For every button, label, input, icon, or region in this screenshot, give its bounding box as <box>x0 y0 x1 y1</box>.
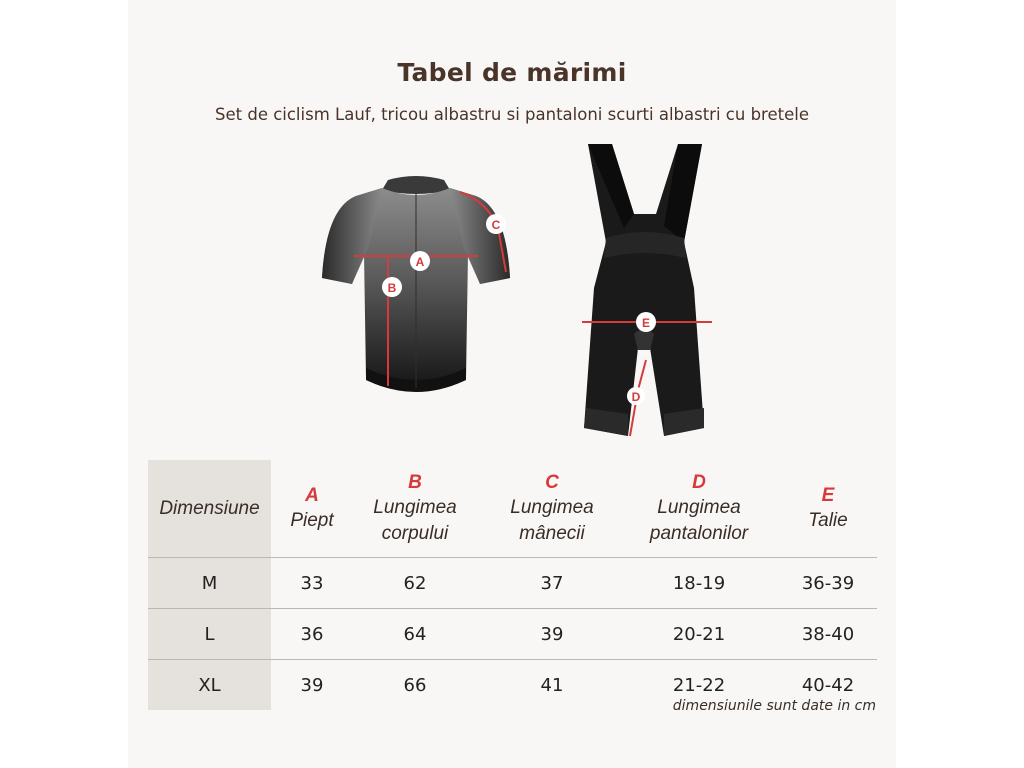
cell-sleeve-length: 41 <box>540 674 564 696</box>
table-row <box>148 609 877 660</box>
table-row <box>148 558 877 609</box>
size-chart-sheet <box>128 0 896 768</box>
cell-body-length: 64 <box>403 623 427 645</box>
svg-text:A: A <box>415 255 425 269</box>
marker-c <box>486 214 506 234</box>
cell-chest: 36 <box>300 623 324 645</box>
page-title: Tabel de mărimi <box>397 58 627 87</box>
header-sleeve-length: C Lungimea mânecii <box>510 471 594 544</box>
cell-chest: 39 <box>300 674 324 696</box>
cell-sleeve-length: 39 <box>540 623 564 645</box>
units-note: dimensiunile sunt date in cm <box>672 698 876 714</box>
bib-shorts-illustration <box>572 138 718 440</box>
cell-waist: 36-39 <box>801 572 855 594</box>
marker-b <box>382 277 402 297</box>
marker-e <box>636 312 656 332</box>
size-label: L <box>204 623 215 645</box>
size-label: XL <box>198 674 221 696</box>
cell-shorts-length: 20-21 <box>672 623 726 645</box>
cell-chest: 33 <box>300 572 324 594</box>
svg-text:B: B <box>387 281 397 295</box>
header-body-length: B Lungimea corpului <box>373 471 457 544</box>
page-subtitle: Set de ciclism Lauf, tricou albastru si pantaloni scurti albastri cu bretele <box>215 105 809 124</box>
header-dimension: Dimensiune <box>159 497 260 519</box>
cell-body-length: 66 <box>403 674 427 696</box>
table-header-row <box>148 460 877 558</box>
svg-text:E: E <box>641 316 651 330</box>
cell-body-length: 62 <box>403 572 427 594</box>
svg-text:D: D <box>631 390 641 404</box>
cell-sleeve-length: 37 <box>540 572 564 594</box>
cell-shorts-length: 21-22 <box>672 674 726 696</box>
svg-text:C: C <box>491 218 501 232</box>
marker-d <box>627 387 645 405</box>
marker-a <box>410 251 430 271</box>
jersey-illustration <box>316 168 516 408</box>
size-label: M <box>201 572 218 594</box>
cell-waist: 40-42 <box>801 674 855 696</box>
header-waist: E Talie <box>808 484 848 531</box>
header-chest: A Piept <box>290 484 334 531</box>
header-shorts-length: D Lungimea pantalonilor <box>649 471 749 544</box>
cell-waist: 38-40 <box>801 623 855 645</box>
cell-shorts-length: 18-19 <box>672 572 726 594</box>
size-table <box>148 460 877 710</box>
